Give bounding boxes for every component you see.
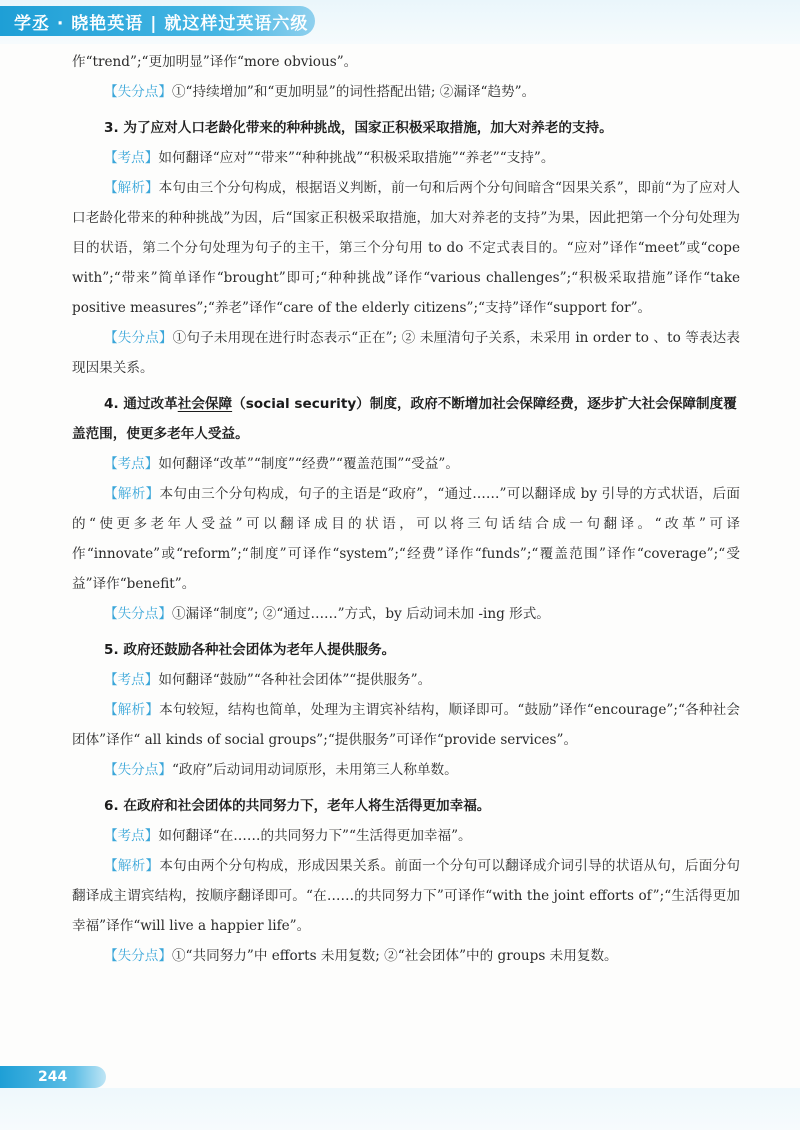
analysis-6 <box>72 851 740 941</box>
loss-text: ①“共同努力”中 efforts 未用复数; ②“社会团体”中的 groups 未用复数。 <box>171 948 618 964</box>
loss-text: “政府”后动词用动词原形，未用第三人称单数。 <box>171 762 458 778</box>
question-3: 3. 为了应对人口老龄化带来的种种挑战，国家正积极采取措施，加大对养老的支持。 <box>104 120 613 136</box>
loss-6 <box>72 941 740 971</box>
book-title: 学丞 · 晓艳英语 | 就这样过英语六级 <box>14 13 309 34</box>
question-4 <box>72 389 740 449</box>
page-number-bar <box>0 1066 106 1088</box>
loss-tag: 【失分点】 <box>104 84 172 100</box>
point-4 <box>72 449 740 479</box>
analysis-tag: 【解析】 <box>104 180 159 196</box>
intro-line: 作“trend”;“更加明显”译作“more obvious”。 <box>72 54 358 70</box>
point-text: 如何翻译“改革”“制度”“经费”“覆盖范围”“受益”。 <box>158 456 459 472</box>
point-text: 如何翻译“应对”“带来”“种种挑战”“积极采取措施”“养老”“支持”。 <box>158 150 555 166</box>
section-4 <box>72 389 740 629</box>
question-6: 6. 在政府和社会团体的共同努力下，老年人将生活得更加幸福。 <box>104 798 491 814</box>
page-number: 244 <box>38 1069 68 1085</box>
point-3 <box>72 143 740 173</box>
question-4-underlined: 社会保障 <box>177 396 233 412</box>
analysis-text: 本句由三个分句构成，根据语义判断，前一句和后两个分句间暗含“因果关系”，即前“为了应对人口老龄化带来的种种挑战”为因，后“国家正积极采取措施，加大对养老的支持”为果，因此把第一个分句处理为目的状语，第二个分句处理为句子的主干，第三个分句用 to do 不定式表目的。“应对”译作“meet”或“cope with”;“带来”简单译作“brought”即可;“种种挑战”译作“various challenges”;“积极采取措施”译作“take positive measures”;“养老”译作“care of the elderly citizens”;“支持”译作“support for”。 <box>72 180 740 316</box>
header-band <box>0 0 800 44</box>
loss-text: ①“持续增加”和“更加明显”的词性搭配出错; ②漏译“趋势”。 <box>171 84 536 100</box>
point-5 <box>72 665 740 695</box>
point-tag: 【考点】 <box>104 828 159 844</box>
loss-5 <box>72 755 740 785</box>
analysis-tag: 【解析】 <box>104 702 160 718</box>
point-text: 如何翻译“在……的共同努力下”“生活得更加幸福”。 <box>158 828 472 844</box>
analysis-5 <box>72 695 740 755</box>
loss-tag: 【失分点】 <box>104 762 172 778</box>
page-content <box>72 47 740 971</box>
loss-tag: 【失分点】 <box>104 948 172 964</box>
loss-text: ①句子未用现在进行时态表示“正在”; ② 未厘清句子关系，未采用 in order to 、to 等表达表现因果关系。 <box>72 330 740 376</box>
bottom-band <box>0 1088 800 1130</box>
intro-loss-point <box>72 77 740 107</box>
question-4-pre: 4. 通过改革 <box>104 396 178 412</box>
question-5: 5. 政府还鼓励各种社会团体为老年人提供服务。 <box>104 642 396 658</box>
analysis-text: 本句由两个分句构成，形成因果关系。前面一个分句可以翻译成介词引导的状语从句，后面分句翻译成主谓宾结构，按顺序翻译即可。“在……的共同努力下”可译作“with the joint efforts of”;“生活得更加幸福”译作“will live a happier life”。 <box>72 858 740 934</box>
loss-tag: 【失分点】 <box>104 606 172 622</box>
point-text: 如何翻译“鼓励”“各种社会团体”“提供服务”。 <box>158 672 432 688</box>
analysis-4 <box>72 479 740 599</box>
question-4-post: （social security）制度，政府不断增加社会保障经费，逐步扩大社会保障制度覆盖范围，使更多老年人受益。 <box>72 396 737 442</box>
analysis-tag: 【解析】 <box>104 858 160 874</box>
analysis-3 <box>72 173 740 323</box>
loss-tag: 【失分点】 <box>104 330 173 346</box>
analysis-text: 本句较短，结构也简单，处理为主谓宾补结构，顺译即可。“鼓励”译作“encourage”;“各种社会团体”译作“ all kinds of social groups”;“提供服务”可译作“provide services”。 <box>72 702 741 748</box>
point-tag: 【考点】 <box>104 150 159 166</box>
loss-text: ①漏译“制度”; ②“通过……”方式，by 后动词未加 -ing 形式。 <box>171 606 550 622</box>
analysis-text: 本句由三个分句构成，句子的主语是“政府”，“通过……”可以翻译成 by 引导的方式状语，后面的“使更多老年人受益”可以翻译成目的状语，可以将三句话结合成一句翻译。“改革”可译作“innovate”或“reform”;“制度”可译作“system”;“经费”译作“funds”;“覆盖范围”译作“coverage”;“受益”译作“benefit”。 <box>72 486 740 592</box>
section-3 <box>72 113 740 383</box>
point-6 <box>72 821 740 851</box>
loss-3 <box>72 323 740 383</box>
loss-4 <box>72 599 740 629</box>
section-6 <box>72 791 740 971</box>
point-tag: 【考点】 <box>104 456 159 472</box>
point-tag: 【考点】 <box>104 672 159 688</box>
section-5 <box>72 635 740 785</box>
header-tab <box>0 6 315 36</box>
analysis-tag: 【解析】 <box>104 486 160 502</box>
